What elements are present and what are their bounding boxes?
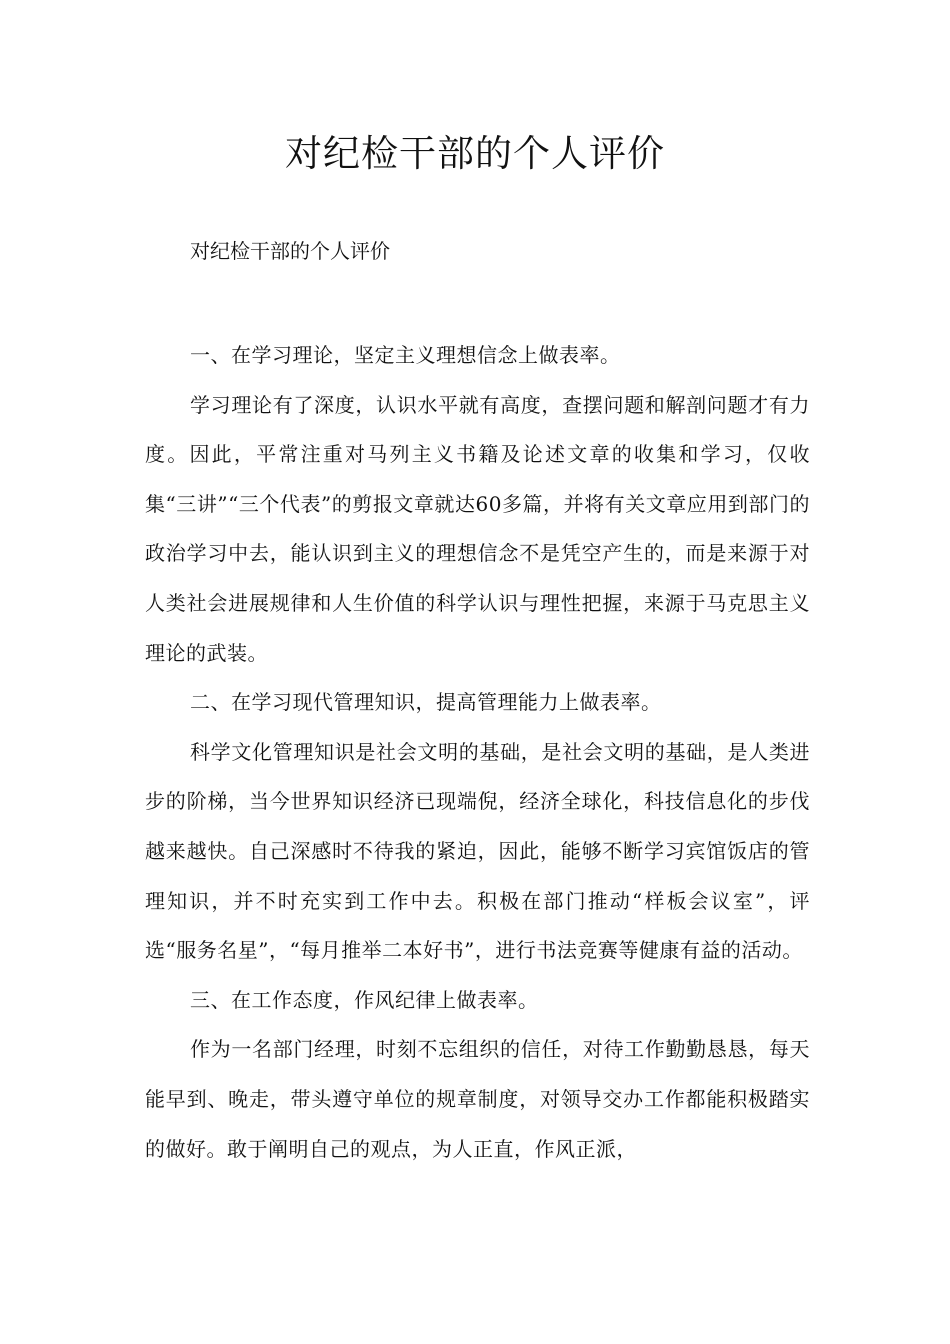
paragraph-2: 科学文化管理知识是社会文明的基础，是社会文明的基础，是人类进步的阶梯，当今世界知识经济已现端倪，经济全球化，科技信息化的步伐越来越快。自己深感时不待我的紧迫，因此，能够不断学习宾馆饭店的管理知识，并不时充实到工作中去。积极在部门推动“样板会议室”，评选“服务名星”，“每月推举二本好书”，进行书法竞赛等健康有益的活动。 xyxy=(145,739,810,963)
section-heading-2: 二、在学习现代管理知识，提高管理能力上做表率。 xyxy=(190,690,662,715)
document-title: 对纪检干部的个人评价 xyxy=(285,132,665,175)
section-heading-3: 三、在工作态度，作风纪律上做表率。 xyxy=(190,987,539,1012)
document-subtitle: 对纪检干部的个人评价 xyxy=(190,239,390,263)
paragraph-1: 学习理论有了深度，认识水平就有高度，查摆问题和解剖问题才有力度。因此，平常注重对马列主义书籍及论述文章的收集和学习，仅收集“三讲”“三个代表”的剪报文章就达60多篇，并将有关文章应用到部门的政治学习中去，能认识到主义的理想信念不是凭空产生的，而是来源于对人类社会进展规律和人生价值的科学认识与理性把握，来源于马克思主义理论的武装。 xyxy=(145,392,810,665)
paragraph-3: 作为一名部门经理，时刻不忘组织的信任，对待工作勤勤恳恳，每天能早到、晚走，带头遵守单位的规章制度，对领导交办工作都能积极踏实的做好。敢于阐明自己的观点，为人正直，作风正派， xyxy=(145,1037,810,1161)
section-heading-1: 一、在学习理论，坚定主义理想信念上做表率。 xyxy=(190,343,621,367)
document-body xyxy=(145,331,810,1174)
